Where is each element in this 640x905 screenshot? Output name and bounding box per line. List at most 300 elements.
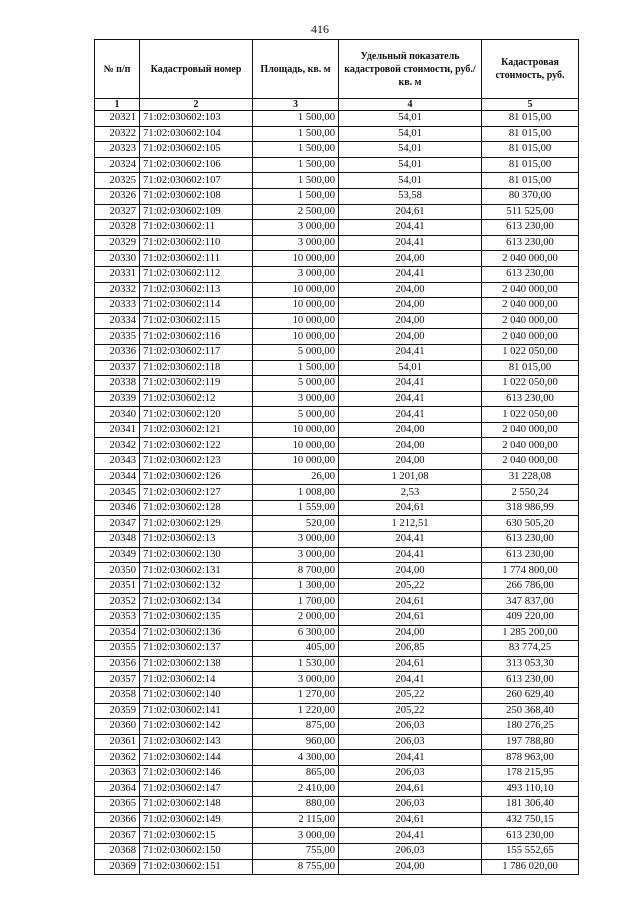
cell-area: 2 500,00 [253,204,339,220]
cell-area: 1 500,00 [253,173,339,189]
cell-area: 5 000,00 [253,407,339,423]
cell-specific-value: 1 212,51 [339,516,482,532]
cell-cadastral-number: 71:02:030602:109 [140,204,253,220]
cell-cadastral-number: 71:02:030602:107 [140,173,253,189]
cell-specific-value: 54,01 [339,173,482,189]
cell-cadastral-value: 260 629,40 [482,687,579,703]
table-row [95,391,579,407]
cell-cadastral-number: 71:02:030602:121 [140,422,253,438]
cell-cadastral-number: 71:02:030602:111 [140,251,253,267]
table-row [95,422,579,438]
cell-area: 1 500,00 [253,111,339,127]
cell-specific-value: 204,00 [339,422,482,438]
cell-cadastral-number: 71:02:030602:108 [140,188,253,204]
cell-cadastral-value: 2 040 000,00 [482,454,579,470]
cell-cadastral-number: 71:02:030602:13 [140,532,253,548]
cell-cadastral-value: 181 306,40 [482,797,579,813]
cell-specific-value: 204,00 [339,454,482,470]
table-row [95,641,579,657]
cell-cadastral-number: 71:02:030602:136 [140,625,253,641]
cell-cadastral-number: 71:02:030602:138 [140,656,253,672]
cell-cadastral-value: 2 040 000,00 [482,282,579,298]
cell-cadastral-value: 432 750,15 [482,812,579,828]
cell-area: 3 000,00 [253,235,339,251]
cell-cadastral-value: 2 040 000,00 [482,251,579,267]
cell-cadastral-value: 80 370,00 [482,188,579,204]
cell-row-number: 20361 [95,734,140,750]
cell-cadastral-value: 180 276,25 [482,719,579,735]
cell-cadastral-number: 71:02:030602:148 [140,797,253,813]
cell-cadastral-value: 1 022 050,00 [482,407,579,423]
cell-specific-value: 204,61 [339,500,482,516]
cell-cadastral-number: 71:02:030602:149 [140,812,253,828]
cell-area: 1 300,00 [253,578,339,594]
cell-specific-value: 53,58 [339,188,482,204]
cell-row-number: 20352 [95,594,140,610]
cell-cadastral-number: 71:02:030602:142 [140,719,253,735]
cell-specific-value: 204,41 [339,344,482,360]
table-row [95,578,579,594]
cell-area: 2 410,00 [253,781,339,797]
cell-cadastral-value: 613 230,00 [482,220,579,236]
cell-area: 1 700,00 [253,594,339,610]
cell-row-number: 20357 [95,672,140,688]
cell-row-number: 20348 [95,532,140,548]
cell-cadastral-value: 2 550,24 [482,485,579,501]
cell-cadastral-value: 313 053,30 [482,656,579,672]
cell-area: 1 500,00 [253,360,339,376]
cell-cadastral-number: 71:02:030602:117 [140,344,253,360]
cell-cadastral-value: 81 015,00 [482,157,579,173]
cell-area: 1 530,00 [253,656,339,672]
cell-area: 1 500,00 [253,126,339,142]
cell-cadastral-number: 71:02:030602:150 [140,843,253,859]
table-row [95,734,579,750]
cell-specific-value: 204,00 [339,438,482,454]
cell-cadastral-number: 71:02:030602:119 [140,376,253,392]
cell-area: 10 000,00 [253,251,339,267]
cell-cadastral-number: 71:02:030602:14 [140,672,253,688]
cell-cadastral-number: 71:02:030602:146 [140,765,253,781]
cell-specific-value: 1 201,08 [339,469,482,485]
cell-cadastral-number: 71:02:030602:118 [140,360,253,376]
table-row [95,594,579,610]
table-row [95,142,579,158]
cell-row-number: 20353 [95,610,140,626]
table-row [95,454,579,470]
cell-cadastral-number: 71:02:030602:105 [140,142,253,158]
cell-area: 405,00 [253,641,339,657]
cell-specific-value: 206,03 [339,797,482,813]
cell-specific-value: 204,41 [339,672,482,688]
cell-specific-value: 204,41 [339,220,482,236]
cell-area: 10 000,00 [253,454,339,470]
cell-specific-value: 204,61 [339,610,482,626]
header-row-number: № п/п [95,40,140,99]
cell-row-number: 20350 [95,563,140,579]
cell-cadastral-number: 71:02:030602:110 [140,235,253,251]
cell-cadastral-value: 1 022 050,00 [482,344,579,360]
cell-area: 10 000,00 [253,422,339,438]
cell-row-number: 20330 [95,251,140,267]
cell-specific-value: 204,41 [339,235,482,251]
cell-row-number: 20334 [95,313,140,329]
cell-cadastral-value: 250 368,40 [482,703,579,719]
cell-area: 2 000,00 [253,610,339,626]
cell-row-number: 20327 [95,204,140,220]
cell-row-number: 20328 [95,220,140,236]
cell-cadastral-number: 71:02:030602:144 [140,750,253,766]
cell-area: 8 755,00 [253,859,339,875]
cell-cadastral-number: 71:02:030602:114 [140,298,253,314]
cell-area: 880,00 [253,797,339,813]
cell-cadastral-number: 71:02:030602:120 [140,407,253,423]
cell-area: 3 000,00 [253,266,339,282]
cell-cadastral-value: 266 786,00 [482,578,579,594]
cell-cadastral-value: 630 505,20 [482,516,579,532]
cell-specific-value: 204,00 [339,329,482,345]
header-cadastral-number: Кадастровый номер [140,40,253,99]
cell-cadastral-value: 2 040 000,00 [482,298,579,314]
table-row [95,750,579,766]
cell-row-number: 20356 [95,656,140,672]
table-row [95,298,579,314]
table-row [95,781,579,797]
cell-area: 3 000,00 [253,547,339,563]
cell-specific-value: 2,53 [339,485,482,501]
cell-area: 3 000,00 [253,672,339,688]
cell-cadastral-number: 71:02:030602:129 [140,516,253,532]
cell-cadastral-number: 71:02:030602:15 [140,828,253,844]
cell-row-number: 20342 [95,438,140,454]
cell-row-number: 20360 [95,719,140,735]
cell-row-number: 20366 [95,812,140,828]
table-row [95,438,579,454]
cell-cadastral-number: 71:02:030602:151 [140,859,253,875]
cell-row-number: 20365 [95,797,140,813]
table-row [95,828,579,844]
cell-cadastral-value: 2 040 000,00 [482,329,579,345]
cell-specific-value: 206,03 [339,734,482,750]
column-number-row [95,99,579,111]
cell-specific-value: 204,41 [339,750,482,766]
cell-specific-value: 206,03 [339,765,482,781]
cell-cadastral-value: 1 774 800,00 [482,563,579,579]
cell-area: 10 000,00 [253,438,339,454]
cell-cadastral-value: 81 015,00 [482,111,579,127]
cell-cadastral-number: 71:02:030602:127 [140,485,253,501]
column-number: 4 [339,99,482,111]
cell-row-number: 20337 [95,360,140,376]
cell-cadastral-number: 71:02:030602:106 [140,157,253,173]
cell-specific-value: 206,03 [339,843,482,859]
table-row [95,344,579,360]
cell-row-number: 20363 [95,765,140,781]
cell-cadastral-number: 71:02:030602:140 [140,687,253,703]
page-number: 416 [311,22,329,36]
cell-cadastral-number: 71:02:030602:128 [140,500,253,516]
cell-area: 1 559,00 [253,500,339,516]
cell-row-number: 20367 [95,828,140,844]
cell-cadastral-number: 71:02:030602:113 [140,282,253,298]
cell-cadastral-value: 2 040 000,00 [482,422,579,438]
cell-cadastral-number: 71:02:030602:126 [140,469,253,485]
cell-area: 520,00 [253,516,339,532]
cell-area: 3 000,00 [253,828,339,844]
cell-row-number: 20326 [95,188,140,204]
cell-row-number: 20344 [95,469,140,485]
cell-specific-value: 205,22 [339,703,482,719]
cadastral-value-table [94,39,579,875]
cell-row-number: 20339 [95,391,140,407]
cell-specific-value: 204,00 [339,859,482,875]
table-row [95,251,579,267]
cell-specific-value: 204,61 [339,781,482,797]
cell-cadastral-value: 83 774,25 [482,641,579,657]
cell-cadastral-number: 71:02:030602:135 [140,610,253,626]
cell-row-number: 20333 [95,298,140,314]
table-row [95,703,579,719]
cell-specific-value: 204,00 [339,251,482,267]
table-row [95,812,579,828]
cell-area: 755,00 [253,843,339,859]
cell-area: 1 500,00 [253,188,339,204]
cell-row-number: 20368 [95,843,140,859]
cell-cadastral-value: 493 110,10 [482,781,579,797]
cell-cadastral-value: 1 786 020,00 [482,859,579,875]
cell-specific-value: 204,41 [339,376,482,392]
table-row [95,157,579,173]
cell-cadastral-value: 1 022 050,00 [482,376,579,392]
cell-area: 865,00 [253,765,339,781]
cell-cadastral-value: 613 230,00 [482,266,579,282]
table-row [95,111,579,127]
table-row [95,235,579,251]
cell-area: 1 500,00 [253,142,339,158]
cell-specific-value: 204,61 [339,656,482,672]
cell-cadastral-number: 71:02:030602:132 [140,578,253,594]
cell-specific-value: 206,85 [339,641,482,657]
cell-cadastral-value: 613 230,00 [482,532,579,548]
cell-specific-value: 204,61 [339,594,482,610]
cell-row-number: 20331 [95,266,140,282]
cell-row-number: 20329 [95,235,140,251]
cell-specific-value: 54,01 [339,111,482,127]
cell-row-number: 20336 [95,344,140,360]
cell-cadastral-number: 71:02:030602:130 [140,547,253,563]
table-row [95,719,579,735]
cell-cadastral-value: 31 228,08 [482,469,579,485]
cell-cadastral-value: 197 788,80 [482,734,579,750]
table-row [95,204,579,220]
cell-row-number: 20362 [95,750,140,766]
cell-row-number: 20338 [95,376,140,392]
table-row [95,188,579,204]
cell-specific-value: 204,41 [339,828,482,844]
cell-row-number: 20364 [95,781,140,797]
table-row [95,859,579,875]
table-row [95,547,579,563]
cell-specific-value: 205,22 [339,578,482,594]
cell-row-number: 20323 [95,142,140,158]
cell-row-number: 20340 [95,407,140,423]
cell-row-number: 20345 [95,485,140,501]
cell-cadastral-number: 71:02:030602:143 [140,734,253,750]
cell-specific-value: 204,41 [339,407,482,423]
table-row [95,282,579,298]
cell-cadastral-value: 2 040 000,00 [482,438,579,454]
cell-specific-value: 54,01 [339,142,482,158]
header-area: Площадь, кв. м [253,40,339,99]
table-row [95,516,579,532]
table-row [95,126,579,142]
cell-specific-value: 204,00 [339,563,482,579]
cell-cadastral-value: 409 220,00 [482,610,579,626]
cell-cadastral-value: 878 963,00 [482,750,579,766]
cell-cadastral-value: 155 552,65 [482,843,579,859]
cell-specific-value: 204,41 [339,391,482,407]
cell-cadastral-value: 613 230,00 [482,391,579,407]
header-cadastral-value: Кадастровая стоимость, руб. [482,40,579,99]
cell-area: 3 000,00 [253,220,339,236]
cell-cadastral-number: 71:02:030602:12 [140,391,253,407]
cell-row-number: 20325 [95,173,140,189]
cell-cadastral-number: 71:02:030602:103 [140,111,253,127]
table-row [95,797,579,813]
cell-cadastral-value: 613 230,00 [482,547,579,563]
cell-cadastral-number: 71:02:030602:147 [140,781,253,797]
table-row [95,765,579,781]
cell-area: 2 115,00 [253,812,339,828]
cell-row-number: 20335 [95,329,140,345]
table-row [95,313,579,329]
cell-cadastral-value: 613 230,00 [482,672,579,688]
cell-row-number: 20322 [95,126,140,142]
table-row [95,469,579,485]
cell-cadastral-number: 71:02:030602:137 [140,641,253,657]
cell-cadastral-value: 613 230,00 [482,828,579,844]
cell-cadastral-value: 178 215,95 [482,765,579,781]
table-row [95,266,579,282]
cell-area: 875,00 [253,719,339,735]
cell-area: 5 000,00 [253,344,339,360]
cell-area: 10 000,00 [253,313,339,329]
cell-cadastral-value: 318 986,99 [482,500,579,516]
cell-cadastral-value: 81 015,00 [482,360,579,376]
table-row [95,532,579,548]
cell-specific-value: 204,61 [339,204,482,220]
table-row [95,173,579,189]
cell-cadastral-value: 81 015,00 [482,142,579,158]
table-row [95,485,579,501]
table-row [95,220,579,236]
table-header [95,40,579,99]
cell-row-number: 20341 [95,422,140,438]
table-row [95,656,579,672]
cell-cadastral-number: 71:02:030602:141 [140,703,253,719]
cell-cadastral-number: 71:02:030602:122 [140,438,253,454]
table-row [95,407,579,423]
table-row [95,376,579,392]
cell-area: 3 000,00 [253,391,339,407]
column-number: 5 [482,99,579,111]
cell-specific-value: 204,61 [339,812,482,828]
cell-row-number: 20354 [95,625,140,641]
table-row [95,672,579,688]
cell-cadastral-value: 2 040 000,00 [482,313,579,329]
cell-row-number: 20349 [95,547,140,563]
cell-specific-value: 54,01 [339,360,482,376]
cell-cadastral-value: 511 525,00 [482,204,579,220]
cell-cadastral-number: 71:02:030602:112 [140,266,253,282]
cell-row-number: 20324 [95,157,140,173]
cell-area: 3 000,00 [253,532,339,548]
cell-row-number: 20369 [95,859,140,875]
cell-specific-value: 206,03 [339,719,482,735]
cell-specific-value: 205,22 [339,687,482,703]
cell-row-number: 20346 [95,500,140,516]
cell-cadastral-number: 71:02:030602:11 [140,220,253,236]
cell-row-number: 20321 [95,111,140,127]
column-number: 1 [95,99,140,111]
cell-row-number: 20351 [95,578,140,594]
header-specific-value: Удельный показатель кадастровой стоимости, руб./кв. м [339,40,482,99]
cell-area: 10 000,00 [253,282,339,298]
cell-cadastral-number: 71:02:030602:131 [140,563,253,579]
cell-cadastral-value: 81 015,00 [482,126,579,142]
table-row [95,843,579,859]
cell-cadastral-number: 71:02:030602:116 [140,329,253,345]
cell-specific-value: 204,00 [339,282,482,298]
table-row [95,360,579,376]
cell-area: 960,00 [253,734,339,750]
cell-cadastral-value: 1 285 200,00 [482,625,579,641]
cell-cadastral-value: 81 015,00 [482,173,579,189]
column-number: 2 [140,99,253,111]
table-row [95,687,579,703]
table-row [95,563,579,579]
cell-specific-value: 204,41 [339,532,482,548]
cell-cadastral-number: 71:02:030602:115 [140,313,253,329]
cell-area: 4 300,00 [253,750,339,766]
table-body [95,99,579,875]
cell-specific-value: 204,00 [339,298,482,314]
cell-row-number: 20355 [95,641,140,657]
cell-row-number: 20343 [95,454,140,470]
cell-row-number: 20332 [95,282,140,298]
cell-area: 10 000,00 [253,329,339,345]
cell-area: 1 220,00 [253,703,339,719]
cell-specific-value: 54,01 [339,157,482,173]
cell-cadastral-value: 613 230,00 [482,235,579,251]
column-number: 3 [253,99,339,111]
cell-row-number: 20359 [95,703,140,719]
cell-area: 10 000,00 [253,298,339,314]
cell-area: 1 008,00 [253,485,339,501]
cell-row-number: 20347 [95,516,140,532]
cell-row-number: 20358 [95,687,140,703]
table-row [95,329,579,345]
cell-area: 1 270,00 [253,687,339,703]
cell-area: 5 000,00 [253,376,339,392]
cell-specific-value: 204,00 [339,625,482,641]
table-row [95,610,579,626]
table-row [95,500,579,516]
cell-area: 8 700,00 [253,563,339,579]
table-row [95,625,579,641]
cell-cadastral-value: 347 837,00 [482,594,579,610]
cell-cadastral-number: 71:02:030602:134 [140,594,253,610]
